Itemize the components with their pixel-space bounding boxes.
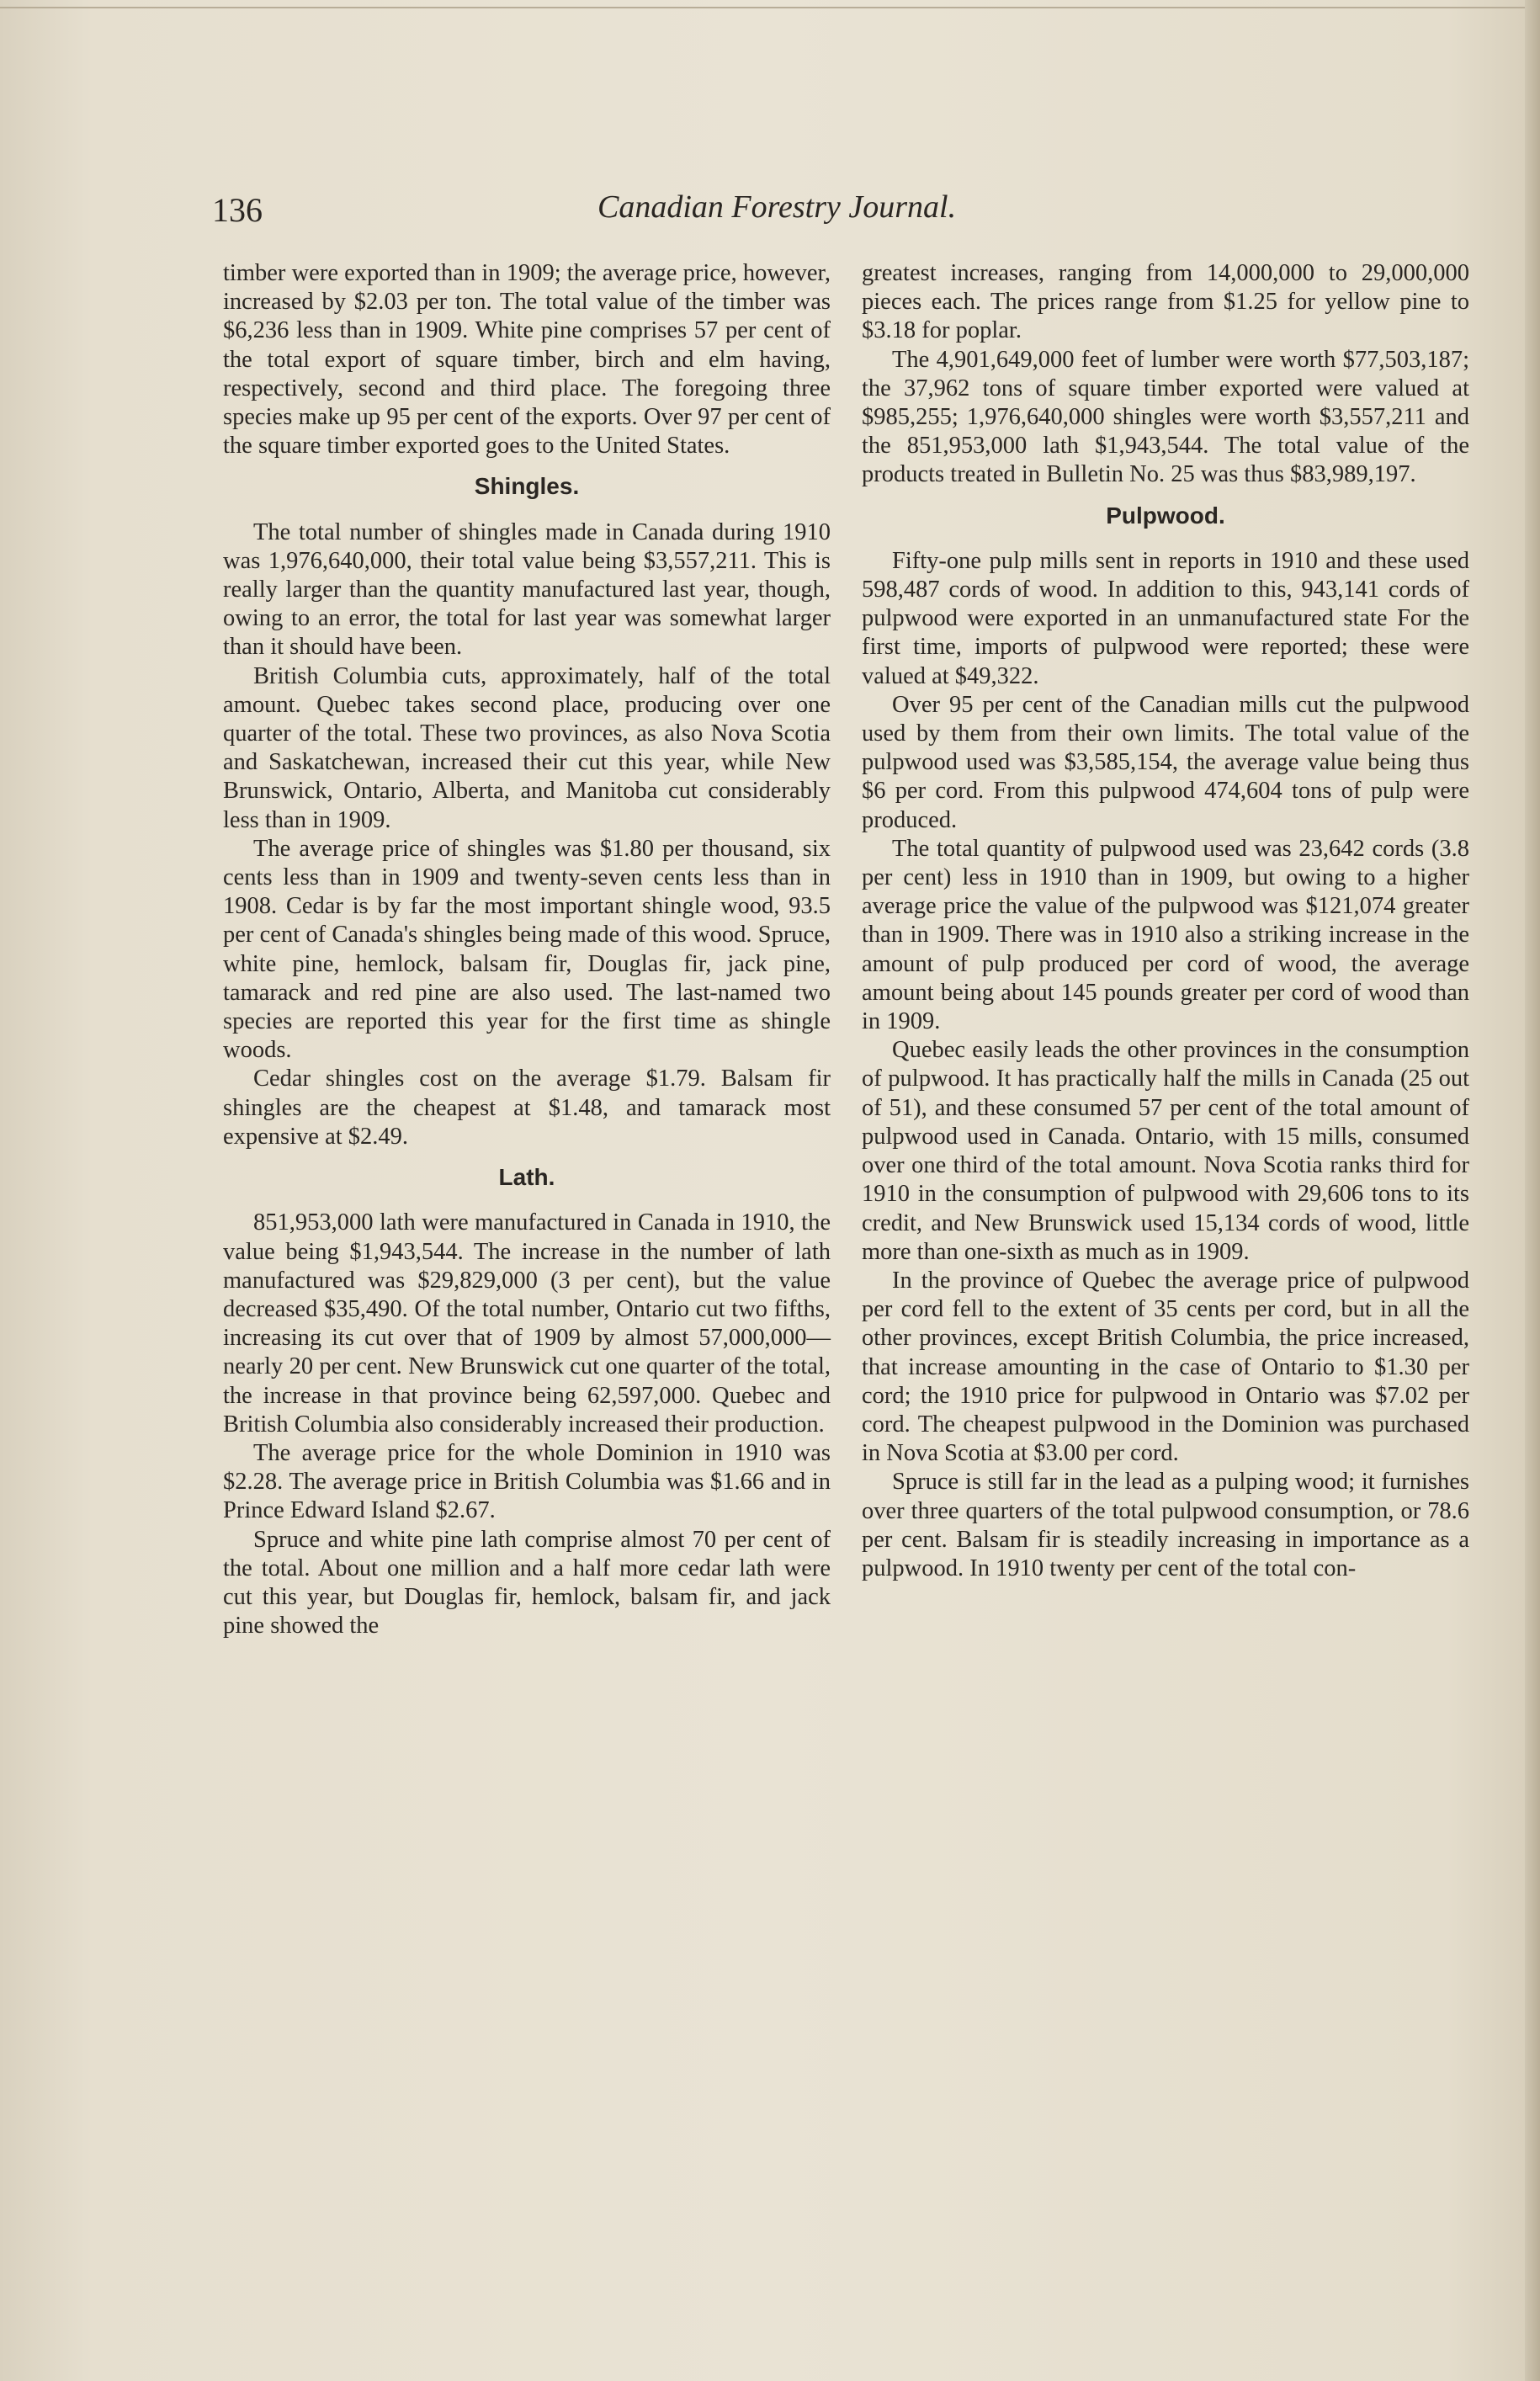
- pulpwood-paragraph: Fifty-one pulp mills sent in reports in 1910 and these used 598,487 cords of wood. In addition to this, 943,141 cords of pulpwood were exported in an unmanufactured state For the first time, imports of pulpwood were reported; these were valued at $49,322.: [862, 547, 1469, 689]
- lath-paragraph: Spruce and white pine lath comprise almost 70 per cent of the total. About one million and a half more cedar lath were cut this year, but Douglas fir, hemlock, balsam fir, and jack pine showed the: [223, 1526, 831, 1640]
- journal-title: Canadian Forestry Journal.: [597, 189, 957, 225]
- lath-paragraph: The average price for the whole Dominion in 1910 was $2.28. The average price in British Columbia was $1.66 and in Prince Edward Island $2.67.: [223, 1439, 831, 1524]
- lath-paragraph: 851,953,000 lath were manufactured in Canada in 1910, the value being $1,943,544. The increase in the number of lath manufactured was $29,829,000 (3 per cent), but the value decreased $35,490. Of the total number, Ontario cut two fifths, increasing its cut over that of 1909 by almost 57,000,000—nearly 20 per cent. New Brunswick cut one quarter of the total, the increase in that province being 62,597,000. Quebec and British Columbia also considerably increased their production.: [223, 1209, 831, 1438]
- right-column: [862, 259, 1469, 1583]
- right-intro-paragraph: greatest increases, ranging from 14,000,000 to 29,000,000 pieces each. The prices range from $1.25 for yellow pine to $3.18 for poplar.: [862, 260, 1469, 344]
- left-intro-paragraph: timber were exported than in 1909; the average price, however, increased by $2.03 per ton. The total value of the timber was $6,236 less than in 1909. White pine comprises 57 per cent of the total export of square timber, birch and elm having, respectively, second and third place. The foregoing three species make up 95 per cent of the exports. Over 97 per cent of the square timber exported goes to the United States.: [223, 260, 831, 460]
- section-heading-lath: Lath.: [498, 1164, 555, 1191]
- pulpwood-paragraph: In the province of Quebec the average price of pulpwood per cord fell to the extent of 35 cents per cord, but in all the other provinces, except British Columbia, the price increased, that increase amounting in the case of Ontario to $1.30 per cord; the 1910 price for pulpwood in Ontario was $7.02 per cord. The cheapest pulpwood in the Dominion was purchased in Nova Scotia at $3.00 per cord.: [862, 1267, 1469, 1467]
- left-column: [223, 259, 831, 1640]
- page-edge: [1525, 0, 1540, 2381]
- top-rule: [0, 7, 1540, 8]
- pulpwood-paragraph: Quebec easily leads the other provinces in the consumption of pulpwood. It has practically half the mills in Canada (25 out of 51), and these consumed 57 per cent of the total amount of pulpwood used in Canada. Ontario, with 15 mills, consumed over one third of the total amount. Nova Scotia ranks third for 1910 in the consumption of pulpwood with 29,606 tons to its credit, and New Brunswick used 15,134 cords of wood, little more than one-sixth as much as in 1909.: [862, 1037, 1469, 1265]
- shingles-paragraph: The average price of shingles was $1.80 per thousand, six cents less than in 1909 and twenty-seven cents less than in 1908. Cedar is by far the most important shingle wood, 93.5 per cent of Canada's shingles being made of this wood. Spruce, white pine, hemlock, balsam fir, Douglas fir, jack pine, tamarack and red pine are also used. The last-named two species are reported this year for the first time as shingle woods.: [223, 835, 831, 1064]
- shingles-paragraph: Cedar shingles cost on the average $1.79. Balsam fir shingles are the cheapest at $1.48, and tamarack most expensive at $2.49.: [223, 1066, 831, 1150]
- pulpwood-paragraph: The total quantity of pulpwood used was 23,642 cords (3.8 per cent) less in 1910 than in 1909, but owing to a higher average price the value of the pulpwood was $121,074 greater than in 1909. There was in 1910 also a striking increase in the amount of pulp produced per cord of wood, the average amount being about 145 pounds greater per cord of wood than in 1909.: [862, 835, 1469, 1035]
- section-heading-pulpwood: Pulpwood.: [1106, 502, 1225, 529]
- page-number: 136: [212, 191, 263, 229]
- pulpwood-paragraph: Spruce is still far in the lead as a pulping wood; it furnishes over three quarters of the total pulpwood consumption, or 78.6 per cent. Balsam fir is steadily increasing in importance as a pulpwood. In 1910 twenty per cent of the total con-: [862, 1469, 1469, 1581]
- shingles-paragraph: The total number of shingles made in Canada during 1910 was 1,976,640,000, their total value being $3,557,211. This is really larger than the quantity manufactured last year, though, owing to an error, the total for last year was somewhat larger than it should have been.: [223, 518, 831, 661]
- section-heading-shingles: Shingles.: [474, 473, 580, 500]
- shingles-paragraph: British Columbia cuts, approximately, half of the total amount. Quebec takes second place, producing over one quarter of the total. These two provinces, as also Nova Scotia and Saskatchewan, increased their cut this year, while New Brunswick, Ontario, Alberta, and Manitoba cut considerably less than in 1909.: [223, 662, 831, 833]
- right-intro-paragraph: The 4,901,649,000 feet of lumber were worth $77,503,187; the 37,962 tons of square timber exported were valued at $985,255; 1,976,640,000 shingles were worth $3,557,211 and the 851,953,000 lath $1,943,544. The total value of the products treated in Bulletin No. 25 was thus $83,989,197.: [862, 346, 1469, 488]
- pulpwood-paragraph: Over 95 per cent of the Canadian mills cut the pulpwood used by them from their own limits. The total value of the pulpwood used was $3,585,154, the average value being thus $6 per cord. From this pulpwood 474,604 tons of pulp were produced.: [862, 691, 1469, 833]
